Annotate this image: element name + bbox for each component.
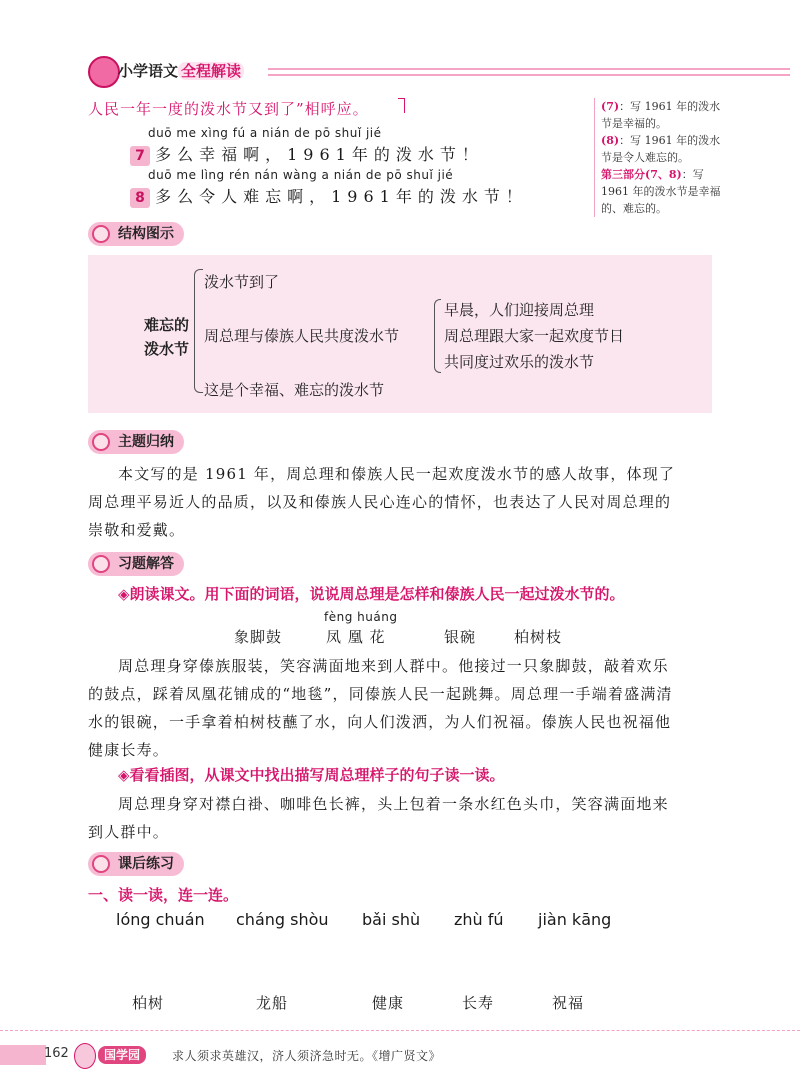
footer-divider — [0, 1030, 800, 1031]
book-title-b: 全程解读 — [178, 62, 244, 80]
verse-7 — [130, 142, 484, 166]
practice-pinyin: bǎi shù — [362, 910, 421, 929]
footer-quote: 求人须求英雄汉，济人须济急时无。《增广贤文》 — [172, 1049, 442, 1063]
question-2: ◈看看插图，从课文中找出描写周总理样子的句子读一读。 — [118, 766, 505, 784]
q2-answer: 周总理身穿对襟白褂、咖啡色长裤，头上包着一条水红色头巾，笑容满面地来 到人群中。 — [88, 795, 669, 841]
intro-line: 人民一年一度的泼水节又到了”相呼应。 — [88, 100, 369, 118]
side-note: (7)：写 1961 年的泼水节是幸福的。 — [601, 100, 721, 130]
q1-answer: 周总理身穿傣族服装，笑容满面地来到人群中。他接过一只象脚鼓，敲着欢乐 的鼓点，踩着凤凰花铺成的“地毯”，同傣族人民一起跳舞。周总理一手端着盛满清 水的银碗，一手拿着柏树枝蘸了水，向人们泼洒，为人们祝福。傣族人民也祝福他 健康长寿。 — [88, 657, 673, 759]
practice-pinyin: zhù fú — [454, 910, 504, 929]
bracket-mark — [398, 98, 405, 113]
practice-pinyin: jiàn kāng — [538, 910, 612, 929]
footer — [0, 1045, 800, 1065]
practice-word: 长寿 — [462, 994, 495, 1012]
question-1: ◈朗读课文。用下面的词语，说说周总理是怎样和傣族人民一起过泼水节的。 — [118, 585, 625, 603]
diagram-branch-2: 周总理与傣族人民共度泼水节 — [204, 327, 400, 345]
header-rule-2 — [268, 74, 790, 76]
practice-word: 柏树 — [132, 994, 165, 1012]
section-structure: 结构图示 — [88, 222, 184, 246]
section-theme: 主题归纳 — [88, 430, 184, 454]
brace-main — [194, 269, 203, 393]
word-pinyin: fèng huáng — [324, 610, 398, 624]
diagram-root: 难忘的 泼水节 — [144, 316, 190, 358]
brace-sub — [434, 299, 441, 373]
logo-icon — [88, 56, 120, 88]
q1-word: 象脚鼓 — [234, 628, 283, 646]
side-note: 第三部分(7、8)：写 1961 年的泼水节是幸福的、难忘的。 — [601, 168, 721, 215]
diagram-branch-3: 这是个幸福、难忘的泼水节 — [204, 381, 385, 399]
practice-pinyin: lóng chuán — [116, 910, 205, 929]
diagram-sub-1: 早晨，人们迎接周总理 — [444, 301, 595, 319]
verse-8 — [130, 184, 528, 208]
mascot-icon — [92, 555, 110, 573]
verse-8-pinyin: duō me lìng rén nán wàng a nián de pō shuǐ jié — [148, 168, 454, 182]
verse-number: 8 — [130, 188, 150, 208]
diagram-branch-1: 泼水节到了 — [204, 273, 280, 291]
mascot-icon — [92, 433, 110, 451]
practice-word: 祝福 — [552, 994, 585, 1012]
theme-paragraph: 本文写的是 1961 年，周总理和傣族人民一起欢度泼水节的感人故事，体现了 周总理平易近人的品质，以及和傣族人民心连心的情怀，也表达了人民对周总理的 崇敬和爱戴。 — [88, 465, 676, 539]
mascot-icon — [92, 855, 110, 873]
mascot-icon — [92, 225, 110, 243]
book-title-a: 小学语文 — [118, 62, 179, 80]
verse-text: 多么幸福啊，1961年的泼水节！ — [155, 145, 484, 164]
page-number: 162 — [44, 1046, 69, 1061]
q1-word: 柏树枝 — [514, 628, 563, 646]
q1-word: 银碗 — [444, 628, 477, 646]
book-title — [118, 60, 244, 81]
practice-title: 一、读一读，连一连。 — [88, 886, 239, 904]
diagram-sub-2: 周总理跟大家一起欢度节日 — [444, 327, 625, 345]
q1-word: 凤 凰 花 — [326, 628, 386, 646]
diagram-sub-3: 共同度过欢乐的泼水节 — [444, 353, 595, 371]
mascot-icon — [74, 1043, 96, 1069]
verse-7-pinyin: duō me xìng fú a nián de pō shuǐ jié — [148, 126, 382, 140]
section-exercises: 习题解答 — [88, 552, 184, 576]
practice-word: 健康 — [372, 994, 405, 1012]
section-after-class: 课后练习 — [88, 852, 184, 876]
verse-number: 7 — [130, 146, 150, 166]
header-rule — [268, 68, 790, 70]
practice-word: 龙船 — [256, 994, 289, 1012]
side-note: (8)：写 1961 年的泼水节是令人难忘的。 — [601, 134, 721, 164]
verse-text: 多么令人难忘啊，1961年的泼水节！ — [155, 187, 528, 206]
structure-diagram — [88, 255, 712, 413]
page-number-bg — [0, 1045, 46, 1065]
side-notes — [594, 98, 731, 217]
practice-pinyin: cháng shòu — [236, 910, 329, 929]
footer-badge: 国学园 — [98, 1046, 146, 1064]
